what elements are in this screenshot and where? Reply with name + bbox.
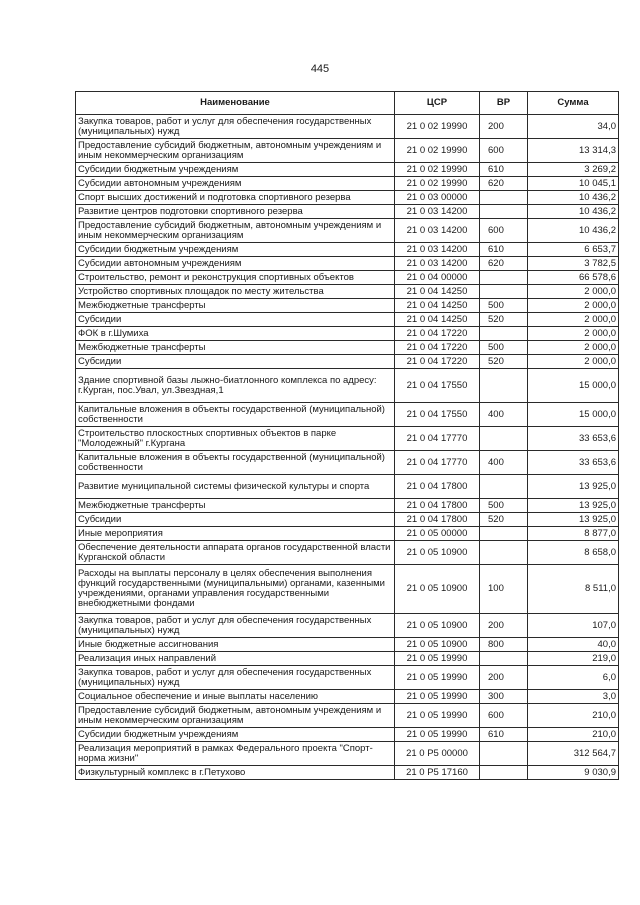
cell-sum: 33 653,6 (528, 427, 619, 451)
cell-vr: 200 (480, 614, 528, 638)
cell-vr (480, 285, 528, 299)
cell-vr (480, 369, 528, 403)
cell-sum: 6,0 (528, 666, 619, 690)
page-number: 445 (310, 63, 330, 75)
cell-name: Межбюджетные трансферты (76, 299, 395, 313)
cell-vr (480, 191, 528, 205)
table-header-row (76, 92, 619, 115)
table-row (76, 527, 619, 541)
cell-csr: 21 0 03 14200 (395, 257, 480, 271)
cell-name: Спорт высших достижений и подготовка спортивного резерва (76, 191, 395, 205)
cell-sum: 66 578,6 (528, 271, 619, 285)
cell-name: Закупка товаров, работ и услуг для обеспечения государственных (муниципальных) нужд (76, 666, 395, 690)
cell-csr: 21 0 03 14200 (395, 243, 480, 257)
table-row (76, 139, 619, 163)
cell-name: Устройство спортивных площадок по месту жительства (76, 285, 395, 299)
cell-name: Межбюджетные трансферты (76, 499, 395, 513)
cell-csr: 21 0 04 17220 (395, 355, 480, 369)
cell-csr: 21 0 04 00000 (395, 271, 480, 285)
cell-name: Строительство, ремонт и реконструкция спортивных объектов (76, 271, 395, 285)
cell-sum: 3 782,5 (528, 257, 619, 271)
cell-csr: 21 0 05 10900 (395, 541, 480, 565)
cell-vr: 800 (480, 638, 528, 652)
cell-csr: 21 0 04 17800 (395, 499, 480, 513)
cell-vr: 600 (480, 219, 528, 243)
cell-csr: 21 0 05 19990 (395, 666, 480, 690)
cell-csr: 21 0 05 10900 (395, 614, 480, 638)
cell-vr (480, 475, 528, 499)
table-body (76, 115, 619, 780)
cell-name: Субсидии (76, 355, 395, 369)
cell-csr: 21 0 02 19990 (395, 163, 480, 177)
cell-sum: 10 045,1 (528, 177, 619, 191)
cell-csr: 21 0 04 14250 (395, 285, 480, 299)
table-row (76, 565, 619, 614)
cell-name: Реализация мероприятий в рамках Федерального проекта "Спорт-норма жизни" (76, 742, 395, 766)
cell-csr: 21 0 04 17770 (395, 427, 480, 451)
cell-sum: 2 000,0 (528, 299, 619, 313)
cell-sum: 3,0 (528, 690, 619, 704)
cell-vr: 600 (480, 139, 528, 163)
cell-name: Капитальные вложения в объекты государственной (муниципальной) собственности (76, 403, 395, 427)
cell-csr: 21 0 02 19990 (395, 139, 480, 163)
cell-csr: 21 0 02 19990 (395, 115, 480, 139)
cell-vr: 500 (480, 299, 528, 313)
cell-sum: 13 925,0 (528, 475, 619, 499)
cell-name: Развитие муниципальной системы физической культуры и спорта (76, 475, 395, 499)
table-row (76, 742, 619, 766)
cell-name: Межбюджетные трансферты (76, 341, 395, 355)
cell-csr: 21 0 05 10900 (395, 638, 480, 652)
cell-sum: 10 436,2 (528, 219, 619, 243)
cell-name: Субсидии бюджетным учреждениям (76, 243, 395, 257)
cell-sum: 219,0 (528, 652, 619, 666)
cell-csr: 21 0 P5 17160 (395, 766, 480, 780)
cell-name: Иные бюджетные ассигнования (76, 638, 395, 652)
cell-sum: 8 658,0 (528, 541, 619, 565)
table-row (76, 704, 619, 728)
table-row (76, 541, 619, 565)
cell-csr: 21 0 05 19990 (395, 728, 480, 742)
table-row (76, 191, 619, 205)
cell-sum: 312 564,7 (528, 742, 619, 766)
cell-sum: 8 877,0 (528, 527, 619, 541)
table-row (76, 427, 619, 451)
cell-csr: 21 0 04 17550 (395, 403, 480, 427)
cell-sum: 2 000,0 (528, 285, 619, 299)
table-row (76, 666, 619, 690)
cell-vr: 520 (480, 513, 528, 527)
cell-vr (480, 205, 528, 219)
cell-sum: 10 436,2 (528, 191, 619, 205)
cell-sum: 2 000,0 (528, 327, 619, 341)
cell-vr (480, 427, 528, 451)
cell-csr: 21 0 05 10900 (395, 565, 480, 614)
cell-vr: 200 (480, 666, 528, 690)
cell-sum: 210,0 (528, 728, 619, 742)
table-row (76, 243, 619, 257)
cell-sum: 3 269,2 (528, 163, 619, 177)
cell-sum: 9 030,9 (528, 766, 619, 780)
cell-name: Расходы на выплаты персоналу в целях обеспечения выполнения функций государственными (муниципальными) органами, казенными учреждениями, органами управления государственными внебюджетными фондами (76, 565, 395, 614)
table-row (76, 177, 619, 191)
cell-csr: 21 0 04 17220 (395, 327, 480, 341)
cell-name: Строительство плоскостных спортивных объектов в парке "Молодежный" г.Кургана (76, 427, 395, 451)
cell-sum: 6 653,7 (528, 243, 619, 257)
cell-name: Иные мероприятия (76, 527, 395, 541)
cell-csr: 21 0 04 17800 (395, 475, 480, 499)
cell-csr: 21 0 05 19990 (395, 652, 480, 666)
table-row (76, 403, 619, 427)
cell-vr: 620 (480, 177, 528, 191)
table-row (76, 614, 619, 638)
cell-vr: 520 (480, 355, 528, 369)
table-row (76, 451, 619, 475)
table-row (76, 285, 619, 299)
cell-name: Предоставление субсидий бюджетным, автономным учреждениям и иным некоммерческим организациям (76, 704, 395, 728)
cell-name: Субсидии бюджетным учреждениям (76, 728, 395, 742)
cell-csr: 21 0 04 17220 (395, 341, 480, 355)
cell-name: Субсидии (76, 513, 395, 527)
cell-name: Социальное обеспечение и иные выплаты населению (76, 690, 395, 704)
cell-name: Субсидии бюджетным учреждениям (76, 163, 395, 177)
cell-csr: 21 0 04 14250 (395, 313, 480, 327)
cell-vr: 300 (480, 690, 528, 704)
cell-csr: 21 0 05 19990 (395, 690, 480, 704)
cell-vr (480, 742, 528, 766)
cell-vr: 100 (480, 565, 528, 614)
cell-name: Закупка товаров, работ и услуг для обеспечения государственных (муниципальных) нужд (76, 614, 395, 638)
table-row (76, 219, 619, 243)
cell-vr: 610 (480, 243, 528, 257)
table-row (76, 638, 619, 652)
cell-vr (480, 541, 528, 565)
cell-vr: 600 (480, 704, 528, 728)
header-name: Наименование (76, 92, 395, 115)
cell-sum: 2 000,0 (528, 355, 619, 369)
cell-sum: 13 925,0 (528, 499, 619, 513)
cell-name: Субсидии автономным учреждениям (76, 177, 395, 191)
table-row (76, 369, 619, 403)
table-row (76, 115, 619, 139)
cell-vr (480, 766, 528, 780)
table-row (76, 513, 619, 527)
cell-name: Закупка товаров, работ и услуг для обеспечения государственных (муниципальных) нужд (76, 115, 395, 139)
cell-csr: 21 0 03 14200 (395, 205, 480, 219)
cell-csr: 21 0 05 19990 (395, 704, 480, 728)
cell-vr: 610 (480, 163, 528, 177)
header-vr: ВР (480, 92, 528, 115)
cell-sum: 8 511,0 (528, 565, 619, 614)
cell-csr: 21 0 03 14200 (395, 219, 480, 243)
cell-name: Обеспечение деятельности аппарата органов государственной власти Курганской области (76, 541, 395, 565)
table-row (76, 690, 619, 704)
cell-sum: 2 000,0 (528, 313, 619, 327)
cell-vr: 500 (480, 341, 528, 355)
cell-sum: 2 000,0 (528, 341, 619, 355)
cell-sum: 210,0 (528, 704, 619, 728)
table-row (76, 355, 619, 369)
cell-name: Здание спортивной базы лыжно-биатлонного комплекса по адресу: г.Курган, пос.Увал, ул.Звездная,1 (76, 369, 395, 403)
cell-vr (480, 271, 528, 285)
table-row (76, 341, 619, 355)
header-sum: Сумма (528, 92, 619, 115)
cell-csr: 21 0 03 00000 (395, 191, 480, 205)
table-row (76, 499, 619, 513)
cell-vr (480, 527, 528, 541)
budget-table (75, 91, 619, 780)
cell-csr: 21 0 04 17770 (395, 451, 480, 475)
table-row (76, 163, 619, 177)
cell-vr: 400 (480, 403, 528, 427)
table-row (76, 327, 619, 341)
cell-name: Капитальные вложения в объекты государственной (муниципальной) собственности (76, 451, 395, 475)
cell-sum: 13 314,3 (528, 139, 619, 163)
cell-csr: 21 0 05 00000 (395, 527, 480, 541)
cell-sum: 107,0 (528, 614, 619, 638)
cell-vr: 200 (480, 115, 528, 139)
cell-name: Субсидии автономным учреждениям (76, 257, 395, 271)
cell-sum: 15 000,0 (528, 369, 619, 403)
table-row (76, 313, 619, 327)
cell-vr: 610 (480, 728, 528, 742)
cell-sum: 10 436,2 (528, 205, 619, 219)
cell-csr: 21 0 04 14250 (395, 299, 480, 313)
table-row (76, 257, 619, 271)
table-row (76, 728, 619, 742)
header-csr: ЦСР (395, 92, 480, 115)
cell-name: Субсидии (76, 313, 395, 327)
cell-sum: 15 000,0 (528, 403, 619, 427)
table-row (76, 652, 619, 666)
cell-csr: 21 0 04 17800 (395, 513, 480, 527)
table-row (76, 475, 619, 499)
table-row (76, 271, 619, 285)
cell-vr: 500 (480, 499, 528, 513)
cell-vr (480, 327, 528, 341)
cell-vr: 620 (480, 257, 528, 271)
cell-sum: 33 653,6 (528, 451, 619, 475)
cell-name: Предоставление субсидий бюджетным, автономным учреждениям и иным некоммерческим организациям (76, 219, 395, 243)
cell-sum: 34,0 (528, 115, 619, 139)
cell-csr: 21 0 P5 00000 (395, 742, 480, 766)
cell-name: Реализация иных направлений (76, 652, 395, 666)
table-row (76, 205, 619, 219)
cell-sum: 13 925,0 (528, 513, 619, 527)
cell-vr (480, 652, 528, 666)
cell-name: Развитие центров подготовки спортивного резерва (76, 205, 395, 219)
cell-name: Предоставление субсидий бюджетным, автономным учреждениям и иным некоммерческим организациям (76, 139, 395, 163)
cell-vr: 520 (480, 313, 528, 327)
cell-vr: 400 (480, 451, 528, 475)
cell-name: Физкультурный комплекс в г.Петухово (76, 766, 395, 780)
cell-csr: 21 0 02 19990 (395, 177, 480, 191)
cell-name: ФОК в г.Шумиха (76, 327, 395, 341)
cell-csr: 21 0 04 17550 (395, 369, 480, 403)
cell-sum: 40,0 (528, 638, 619, 652)
table-row (76, 766, 619, 780)
table-row (76, 299, 619, 313)
